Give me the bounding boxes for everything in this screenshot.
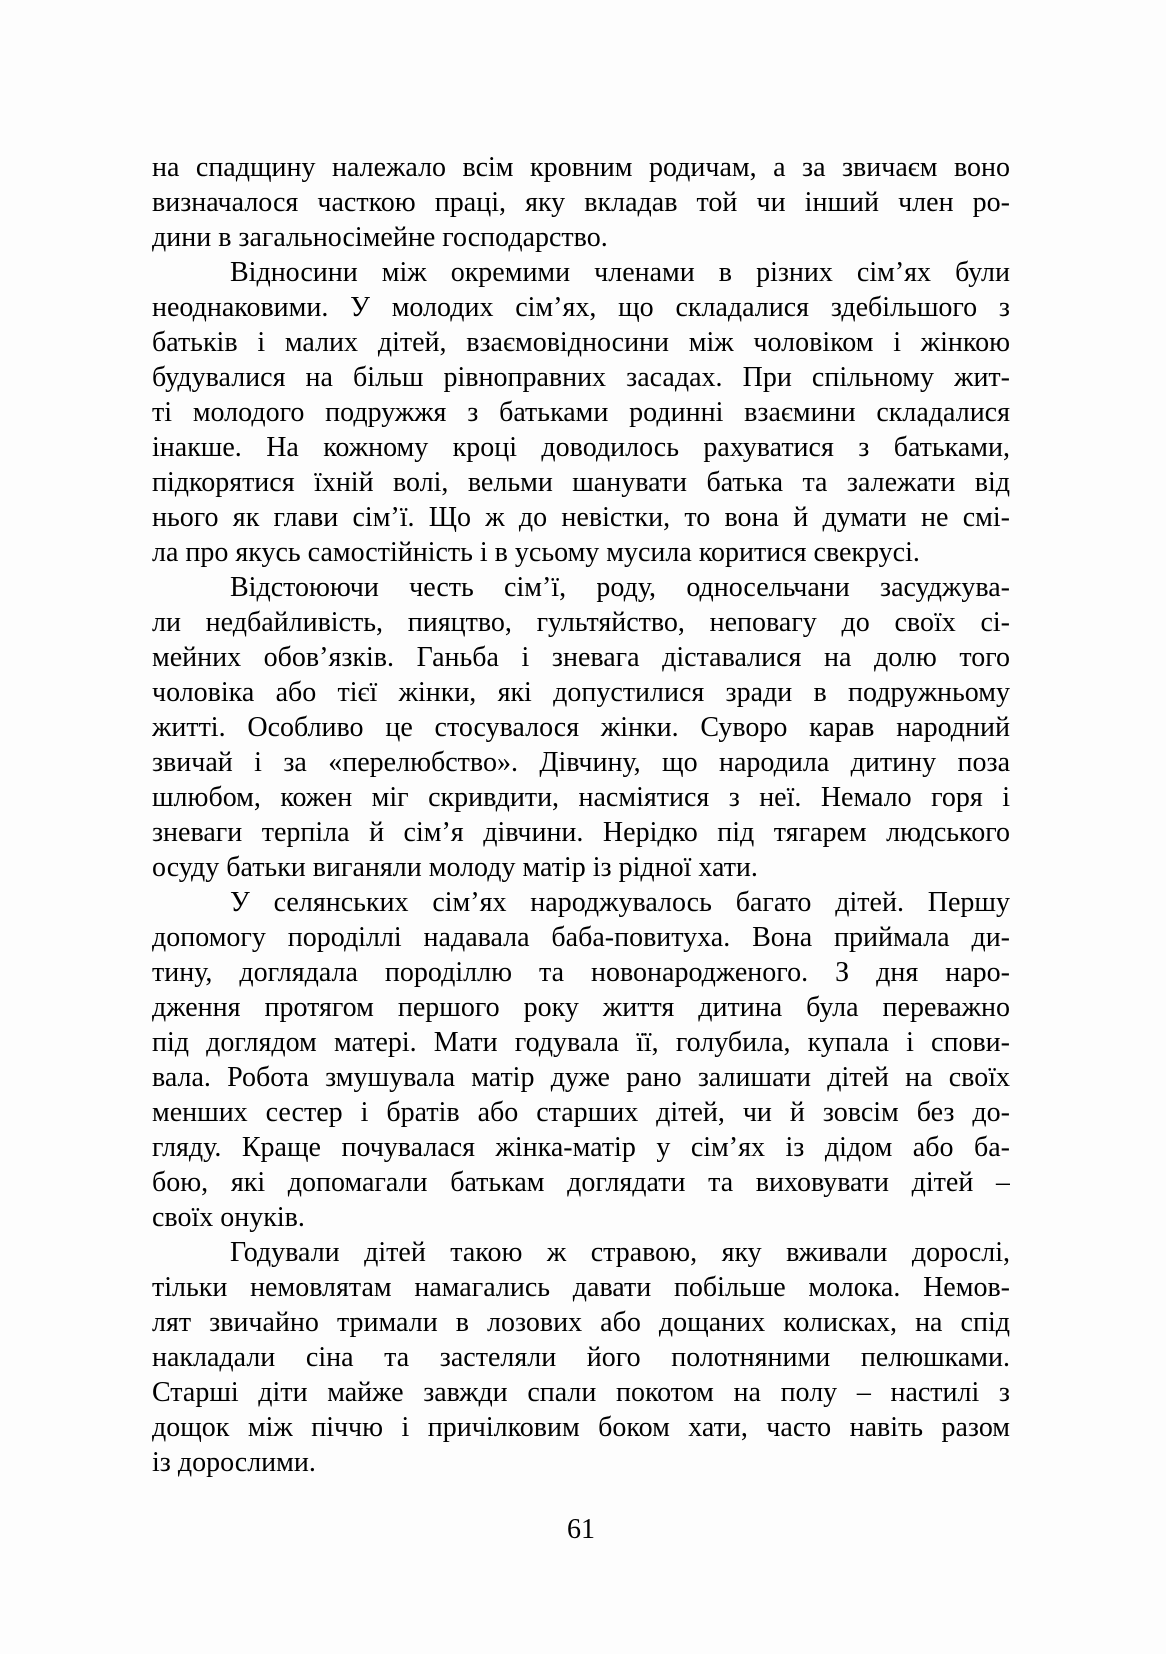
paragraph — [152, 150, 1010, 255]
text-line: батьків і малих дітей, взаємовідносини між чоловіком і жінкою — [152, 327, 1010, 358]
text-line: дощок між піччю і причілковим боком хати, часто навіть разом — [152, 1412, 1010, 1443]
paragraph — [152, 255, 1010, 570]
text-line: Старші діти майже завжди спали покотом на полу – настилі з — [152, 1377, 1010, 1408]
paragraph — [152, 570, 1010, 885]
text-line: бою, які допомагали батькам доглядати та виховувати дітей – — [152, 1167, 1010, 1198]
text-line: ті молодого подружжя з батьками родинні взаємини складалися — [152, 397, 1010, 428]
text-line: нього як глави сім’ї. Що ж до невістки, то вона й думати не смі- — [152, 502, 1010, 533]
text-line: звичай і за «перелюбство». Дівчину, що народила дитину поза — [152, 747, 1010, 778]
text-line: визначалося часткою праці, яку вкладав той чи інший член ро- — [152, 187, 1010, 218]
text-line: на спадщину належало всім кровним родичам, а за звичаєм воно — [152, 152, 1010, 183]
text-line: під доглядом матері. Мати годувала її, голубила, купала і спови- — [152, 1027, 1010, 1058]
text-line: своїх онуків. — [152, 1202, 305, 1233]
page-number: 61 — [567, 1514, 595, 1545]
text-line: житті. Особливо це стосувалося жінки. Суворо карав народний — [152, 712, 1010, 743]
text-line: неоднаковими. У молодих сім’ях, що складалися здебільшого з — [152, 292, 1010, 323]
text-line: мейних обов’язків. Ганьба і зневага діставалися на долю того — [152, 642, 1010, 673]
paragraph — [152, 885, 1010, 1235]
text-line: будувалися на більш рівноправних засадах. При спільному жит- — [152, 362, 1010, 393]
text-line: дження протягом першого року життя дитина була переважно — [152, 992, 1010, 1023]
text-line: гляду. Краще почувалася жінка-матір у сім’ях із дідом або ба- — [152, 1132, 1010, 1163]
text-line: Відстоюючи честь сім’ї, роду, односельчани засуджува- — [230, 572, 1010, 603]
paragraph — [152, 1235, 1010, 1480]
text-line: із дорослими. — [152, 1447, 316, 1478]
text-line: підкорятися їхній волі, вельми шанувати батька та залежати від — [152, 467, 1010, 498]
text-line: зневаги терпіла й сім’я дівчини. Нерідко під тягарем людського — [152, 817, 1010, 848]
text-line: інакше. На кожному кроці доводилось рахуватися з батьками, — [152, 432, 1010, 463]
text-line: тину, доглядала породіллю та новонародженого. З дня наро- — [152, 957, 1010, 988]
text-line: ли недбайливість, пияцтво, гультяйство, неповагу до своїх сі- — [152, 607, 1010, 638]
text-line: менших сестер і братів або старших дітей, чи й зовсім без до- — [152, 1097, 1010, 1128]
text-line: шлюбом, кожен міг скривдити, насміятися з неї. Немало горя і — [152, 782, 1010, 813]
text-line: допомогу породіллі надавала баба-повитуха. Вона приймала ди- — [152, 922, 1010, 953]
text-line: чоловіка або тієї жінки, які допустилися зради в подружньому — [152, 677, 1010, 708]
text-line: Відносини між окремими членами в різних сім’ях були — [230, 257, 1010, 288]
text-block — [152, 150, 1010, 1480]
text-line: ла про якусь самостійність і в усьому мусила коритися свекрусі. — [152, 537, 920, 568]
text-line: вала. Робота змушувала матір дуже рано залишати дітей на своїх — [152, 1062, 1010, 1093]
text-line: Годували дітей такою ж стравою, яку вживали дорослі, — [230, 1237, 1010, 1268]
text-line: осуду батьки виганяли молоду матір із рідної хати. — [152, 852, 758, 883]
text-line: лят звичайно тримали в лозових або дощаних колисках, на спід — [152, 1307, 1010, 1338]
text-line: дини в загальносімейне господарство. — [152, 222, 608, 253]
text-line: У селянських сім’ях народжувалось багато дітей. Першу — [230, 887, 1010, 918]
text-line: накладали сіна та застеляли його полотняними пелюшками. — [152, 1342, 1010, 1373]
text-line: тільки немовлятам намагались давати побільше молока. Немов- — [152, 1272, 1010, 1303]
